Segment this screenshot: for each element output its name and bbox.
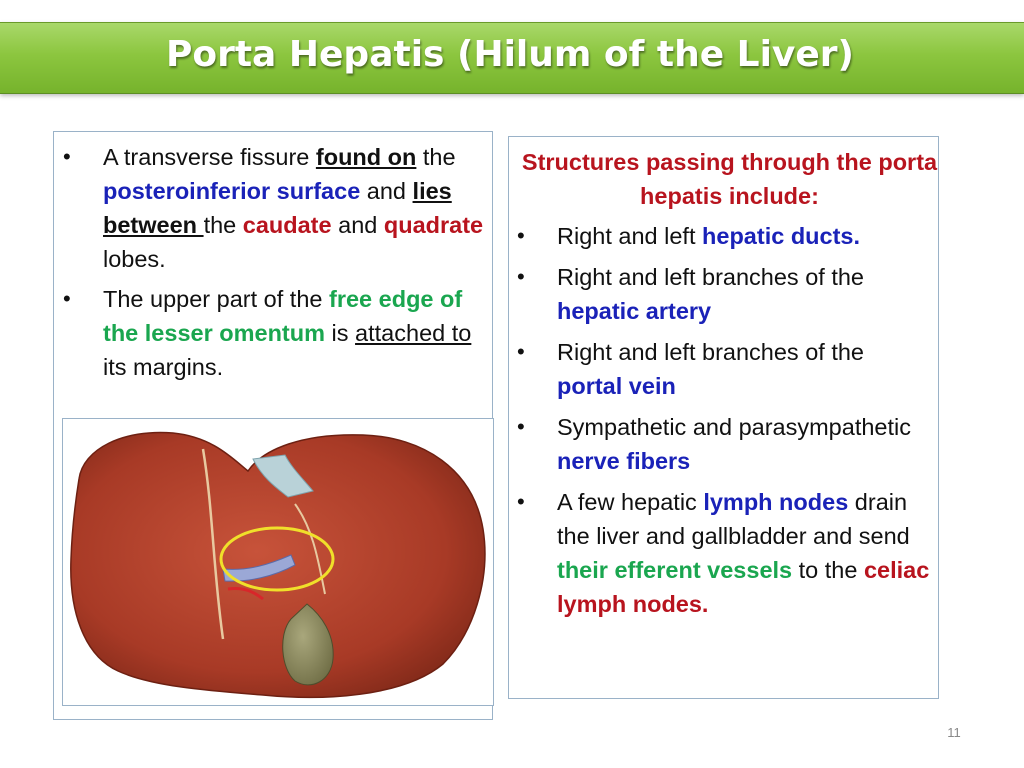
text: and xyxy=(360,178,413,204)
text: Right and left branches of the xyxy=(557,339,865,365)
structures-heading: Structures passing through the porta hepatis include: xyxy=(521,149,938,209)
portal-vein-text: portal vein xyxy=(557,373,676,399)
text: Sympathetic and parasympathetic xyxy=(557,414,911,440)
item-portal-vein xyxy=(557,335,932,403)
text: and xyxy=(331,212,384,238)
right-text-panel xyxy=(508,136,939,699)
text: the xyxy=(416,144,456,170)
caudate-text: caudate xyxy=(242,212,332,238)
text: Right and left branches of the xyxy=(557,264,865,290)
text: its margins. xyxy=(103,354,224,380)
found-on-text: found on xyxy=(315,144,417,170)
structures-list xyxy=(557,219,932,628)
free-edge-text: free edge of the lesser omentum xyxy=(103,286,463,346)
attached-to-text: attached to xyxy=(355,320,472,346)
efferent-vessels-text: their efferent vessels xyxy=(557,557,793,583)
text: A transverse fissure xyxy=(103,144,316,170)
text: lobes. xyxy=(103,246,166,272)
text: Right and left xyxy=(557,223,703,249)
item-hepatic-artery xyxy=(557,260,932,328)
lies-between-text: lies between xyxy=(103,178,452,238)
bullet-lesser-omentum xyxy=(103,282,491,384)
item-lymph-nodes xyxy=(557,485,932,621)
celiac-lymph-nodes-text: celiac lymph nodes. xyxy=(557,557,930,617)
hepatic-artery-text: hepatic artery xyxy=(557,298,712,324)
text: The upper part of the xyxy=(103,286,330,312)
posteroinferior-surface-text: posteroinferior surface xyxy=(103,178,361,204)
item-hepatic-ducts xyxy=(557,219,932,253)
hepatic-ducts-text: hepatic ducts. xyxy=(702,223,861,249)
liver-drawing xyxy=(63,419,493,705)
nerve-fibers-text: nerve fibers xyxy=(557,448,691,474)
left-bullet-list xyxy=(103,140,491,390)
liver-illustration xyxy=(62,418,494,706)
lymph-nodes-text: lymph nodes xyxy=(703,489,849,515)
bullet-transverse-fissure xyxy=(103,140,491,276)
text: the xyxy=(203,212,243,238)
slide-title: Porta Hepatis (Hilum of the Liver) xyxy=(165,33,855,75)
page-number: 11 xyxy=(947,725,961,740)
quadrate-text: quadrate xyxy=(383,212,484,238)
text: is xyxy=(325,320,356,346)
item-nerve-fibers xyxy=(557,410,932,478)
text: drain the liver and gallbladder and send xyxy=(557,489,910,549)
title-bar xyxy=(0,22,1024,94)
text: A few hepatic xyxy=(557,489,704,515)
text: to the xyxy=(792,557,864,583)
